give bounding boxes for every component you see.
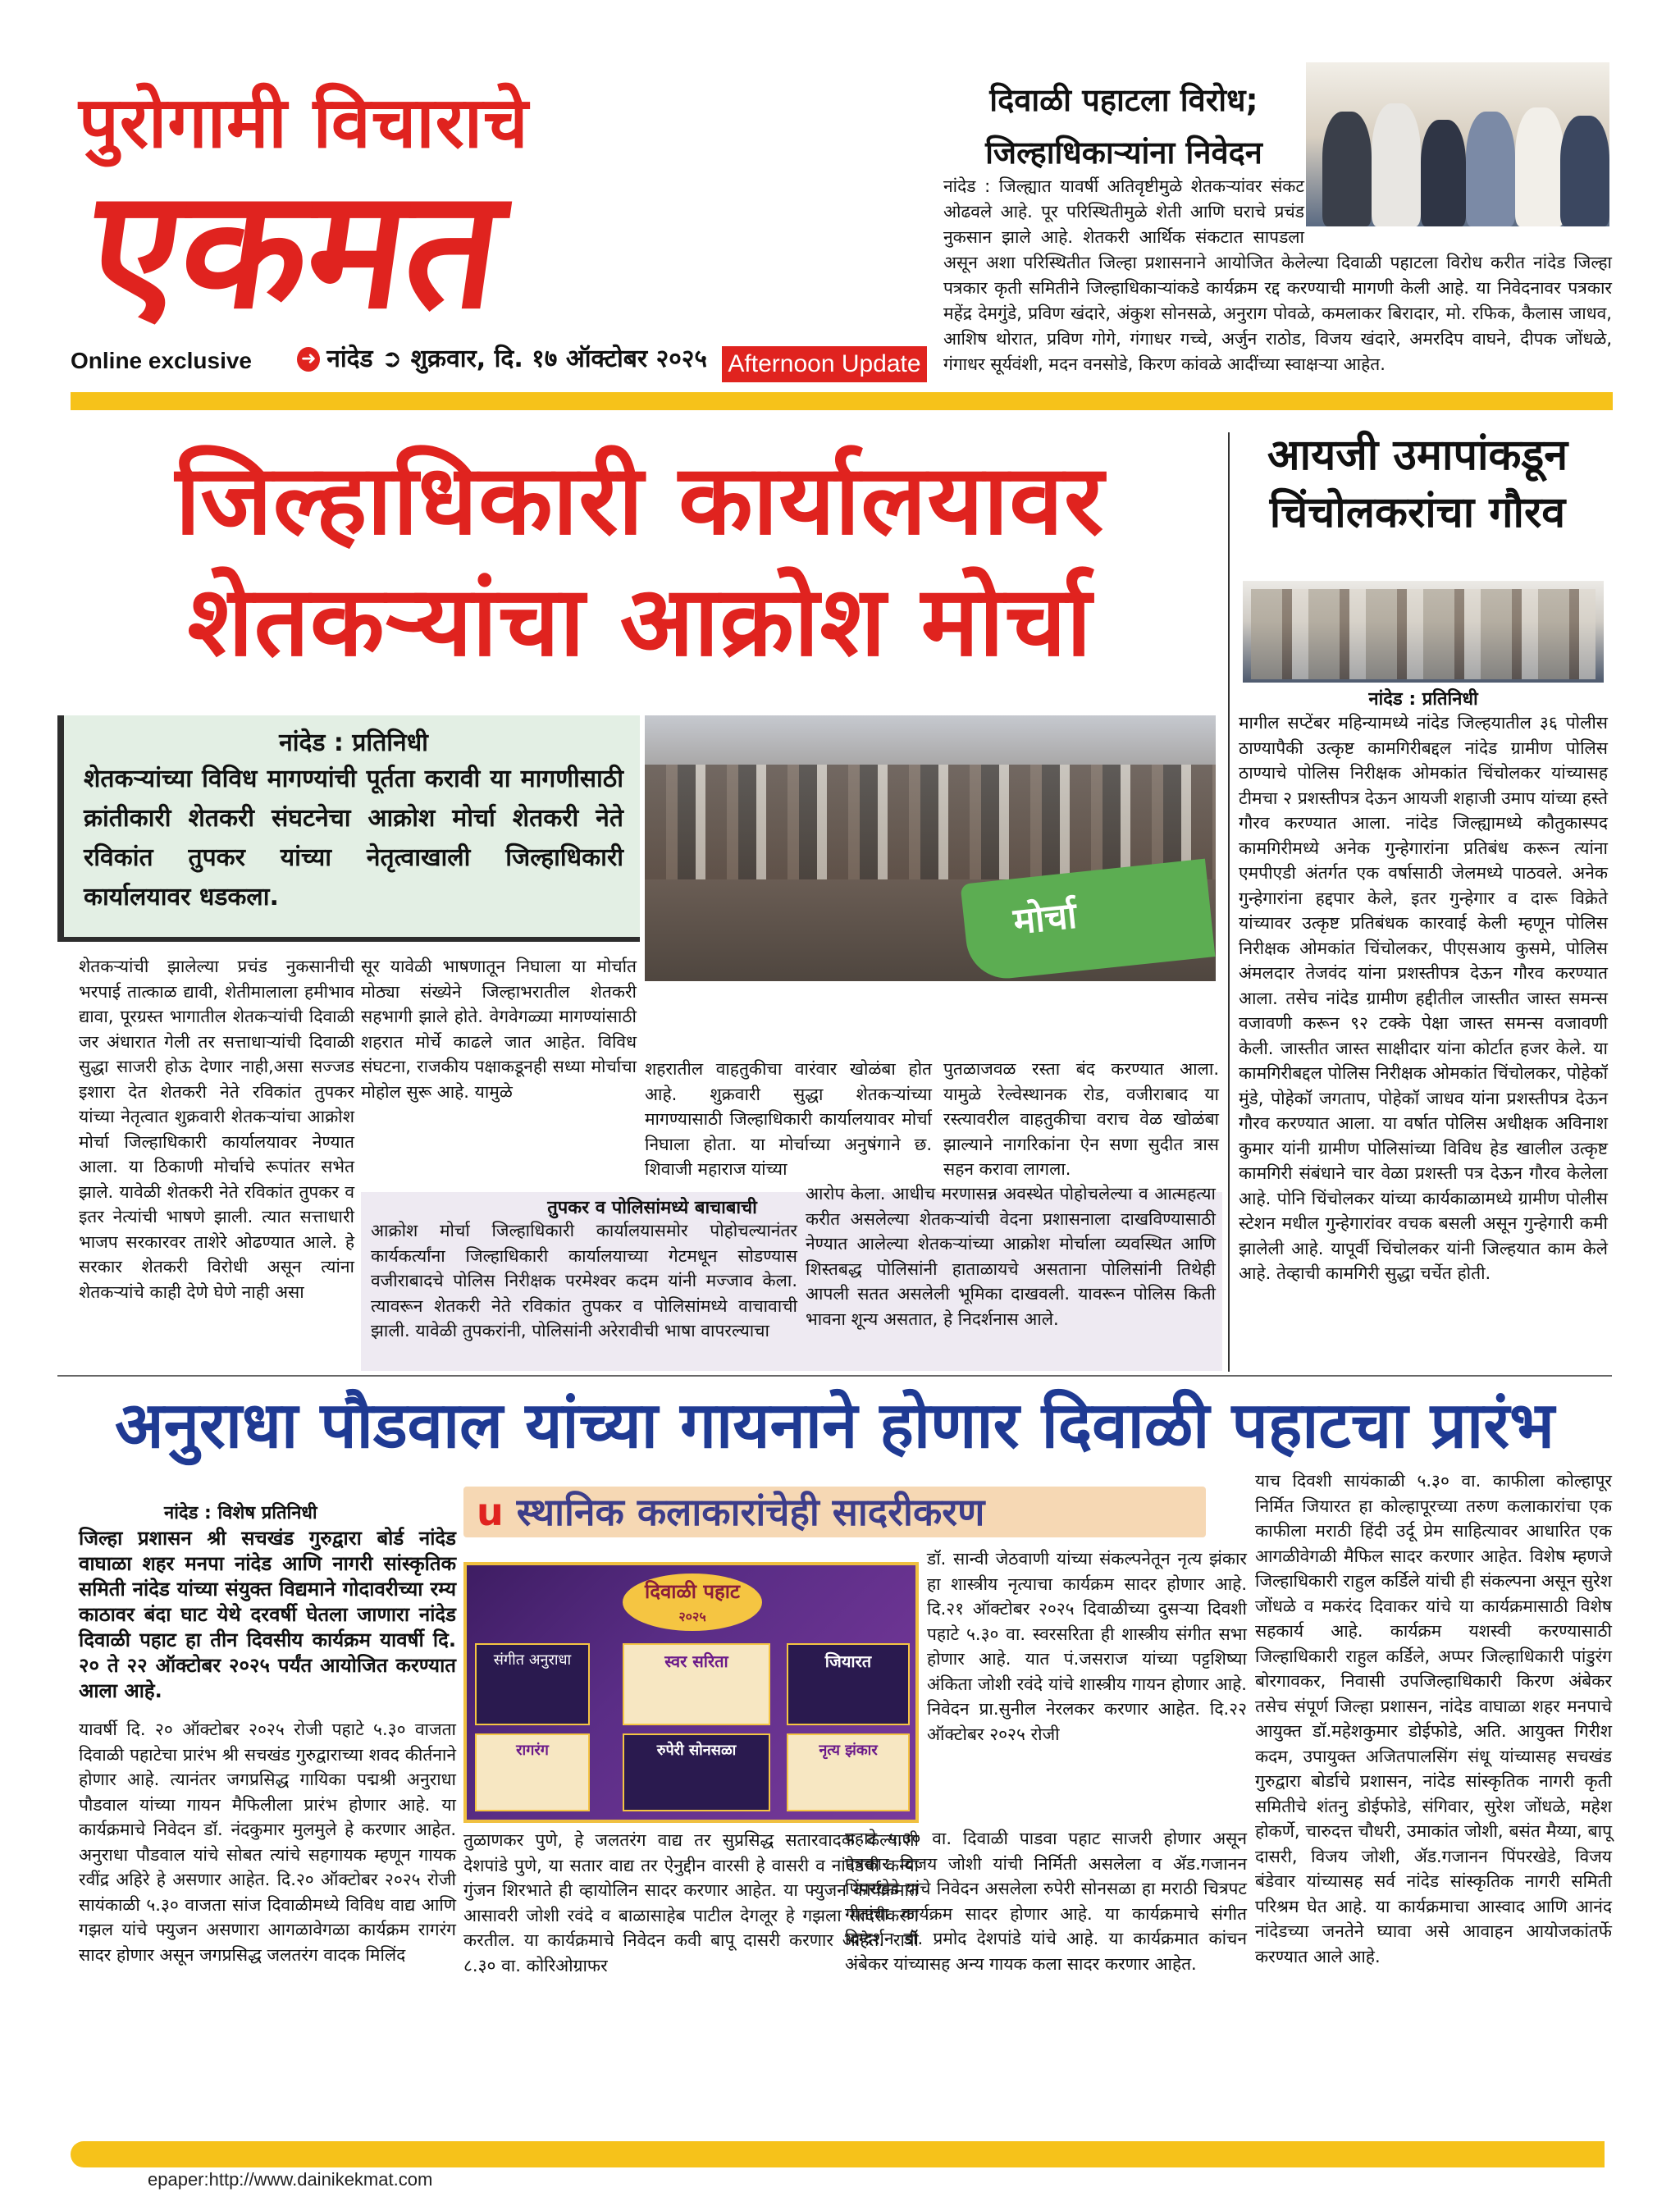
bottom-subheading-text: स्थानिक कलाकारांचेही सादरीकरण [516,1490,985,1534]
bottom-subheading [463,1487,1206,1537]
dateline-text: नांदेड ➲ शुक्रवार, दि. १७ ऑक्टोबर २०२५ [326,345,707,373]
right-story-dateline: नांदेड : प्रतिनिधी [1368,689,1478,710]
edition-badge: Afternoon Update [722,346,927,382]
column-divider [1228,432,1230,1372]
poster-card: जियारत [787,1643,910,1725]
rally-photo [645,715,1216,981]
top-right-body-text: नांदेड : जिल्ह्यात यावर्षी अतिवृष्टीमुळे शेतकऱ्यांवर संकट ओढवले आहे. पूर परिस्थितीमुळे शेती आणि घराचे प्रचंड नुकसान झाले आहे. शेतकरी आर्थिक संकटात सापडला असून अशा परिस्थितीत जिल्हा प्रशासनाने आयोजित केलेल्या दिवाळी पहाटला विरोध करीत नांदेड जिल्हा पत्रकार कृती समितीने जिल्हाधिकाऱ्यांकडे कार्यक्रम रद्द करण्याची मागणी केली आहे. या निवेदनावर पत्रकार महेंद्र देमगुंडे, प्रविण खंदारे, अंकुश सोनसळे, अनुराग पोवळे, कमलाकर बिरादार, मो. रफिक, कैलास जाधव, आशिष थोरात, प्रविण गोगे, गंगाधर गच्चे, अर्जुन राठोड, विजय खंदारे, अमरदिप वाघने, दीपक जोंधळे, गंगाधर सूर्यवंशी, मदन वनसोडे, किरण कांवळे आदींच्या स्वाक्षऱ्या आहेत. [943,176,1612,374]
bullet-icon: u [477,1490,504,1534]
bottom-column-4: याच दिवशी सायंकाळी ५.३० वा. काफीला कोल्हापूर निर्मित जियारत हा कोल्हापूरच्या तरुण कलाकारांचा एक काफीला मराठी हिंदी उर्दू प्रेम साहित्यावर आधारित एक आगळीवेगळी मैफिल सादर करणार आहेत. विशेष म्हणजे जिल्हाधिकारी राहुल कर्डिले यांची ही संकल्पना असून सुरेश जोंधळे व मकरंद दिवाकर यांचे या कार्यक्रमासाठी विशेष सहकार्य आहे. कार्यक्रम यशस्वी करण्यासाठी जिल्हाधिकारी राहुल कर्डिले, अप्पर जिल्हाधिकारी पांडुरंग बोरगावकर, निवासी उपजिल्हाधिकारी किरण अंबेकर तसेच संपूर्ण जिल्हा प्रशासन, नांदेड वाघाळा शहर मनपाचे आयुक्त डॉ.महेशकुमार डोईफोडे, अति. आयुक्त गिरीश कदम, उपायुक्त अजितपालसिंग संधू यांच्यासह सचखंड गुरुद्वारा बोर्डाचे प्रशासन, नांदेड सांस्कृतिक नागरी कृती समितीचे शंतनु डोईफोडे, संगिवार, सुरेश जोंधळे, महेश होकर्णे, चारुदत्त चौधरी, उमाकांत जोशी, बसंत मैय्या, बापू दासरी, विजय जोशी, ॲड.गजानन पिंपरखेडे, विजय बंडेवार यांच्यासह सर्व नांदेड सांस्कृतिक नागरी समिती परिश्रम घेत आहे. या कार्यक्रमाचा आस्वाद आणि आनंद नांदेडच्या जनतेने घ्यावा असे आवाहन आयोजकांतर्फे करण्यात आले आहे. [1255,1471,1612,1966]
bottom-headline: अनुराधा पौडवाल यांच्या गायनाने होणार दिवाळी पहाटचा प्रारंभ [115,1389,1554,1463]
main-column-4: पुतळाजवळ रस्ता बंद करण्यात आला. यामुळे रेल्वेस्थानक रोड, वजीराबाद या रस्त्यावरील वाहतुकीचा वराच वेळ खोळंबा झाल्याने नागरिकांना ऐन सणा सुदीत त्रास सहन करावा लागला. [943,1059,1219,1179]
main-headline: जिल्हाधिकारी कार्यालयावर शेतकऱ्यांचा आक्रोश मोर्चा [175,443,1105,678]
diwali-pahat-poster [463,1562,919,1823]
poster-card: नृत्य झंकार [787,1733,910,1811]
poster-year: २०२५ [678,1609,706,1624]
right-story-body: मागील सप्टेंबर महिन्यामध्ये नांदेड जिल्हयातील ३६ पोलीस ठाण्यापैकी उत्कृष्ट कामगिरीबद्दल नांदेड ग्रामीण पोलिस ठाण्याचे पोलिस निरीक्षक ओमकांत चिंचोलकर यांच्यासह टीमचा २ प्रशस्तीपत्र देऊन आयजी शहाजी उमाप यांच्या हस्ते गौरव करण्यात आला. नांदेड जिल्ह्यामध्ये कौतुकास्पद कामगिरीमध्ये अनेक गुन्हेगारांना प्रतिबंध करून त्यांना एमपीएडी अंतर्गत एक वर्षासाठी जेलमध्ये पाठवले. अनेक गुन्हेगारांना हद्दपार केले, इतर गुन्हेगार व दारू विक्रेते यांच्यावर उत्कृष्ट प्रतिबंधक कारवाई केली म्हणून पोलिस निरीक्षक ओमकांत चिंचोलकर, पीएसआय कुसमे, पोलिस अंमलदार तेजवंद यांना प्रशस्तीपत्र देऊन गौरव करण्यात आला. तसेच नांदेड ग्रामीण हद्दीतील जास्तीत जास्त समन्स वजावणी करून ९२ टक्के पेक्षा जास्त समन्स वजावणी केली. जास्तीत जास्त साक्षीदार यांना कोर्टात हजर केले. या कामगिरीबद्दल पोलिस निरीक्षक ओमकांत चिंचोलकर, पोहेकॉ मुंडे, पोहेकॉ जगताप, पोहेकॉ जाधव यांना प्रशस्तीपत्र देऊन गौरव करण्यात आला. या वर्षात पोलिस अधीक्षक अविनाश कुमार यांनी ग्रामीण पोलिसांच्या विविध हेड खालील उत्कृष्ट कामगिरी संबंधाने चार वेळा प्रशस्ती पत्र देऊन गौरव केलेला आहे. पोनि चिंचोलकर यांच्या कार्यकाळामध्ये ग्रामीण पोलीस स्टेशन मधील गुन्हेगारांवर वचक बसली असून गुन्हेगारी कमी झालेली आहे. यापूर्वी चिंचोलकर यांनी जिल्हयात काम केले आहे. तेव्हाची कामगिरी सुद्धा चर्चेत होती. [1239,713,1608,1283]
main-column-3: शहरातील वाहतुकीचा वारंवार खोळंबा होत आहे. शुक्रवारी सुद्धा शेतकऱ्यांच्या मागण्यासाठी जिल्हाधिकारी कार्यालयावर मोर्चा निघाला होता. या मोर्चाच्या अनुषंगाने छ. शिवाजी महाराज यांच्या [645,1059,932,1179]
poster-card: रुपेरी सोनसळा [623,1733,770,1811]
bottom-column-1: यावर्षी दि. २० ऑक्टोबर २०२५ रोजी पहाटे ५.३० वाजता दिवाळी पहाटेचा प्रारंभ श्री सचखंड गुरुद्वाराच्या शवद कीर्तनाने होणार आहे. त्यानंतर जगप्रसिद्ध गायिका पद्मश्री अनुराधा पौडवाल यांच्या गायन मैफिलीला प्रारंभ होणार आहे. या कार्यक्रमाचे निवेदन डॉ. नंदकुमार मुलमुले हे करणार आहेत. अनुराधा पौडवाल यांचे सोबत त्यांचे सहगायक म्हणून गायक रवींद्र अहिरे हे असणार आहेत. दि.२० ऑक्टोबर २०२५ रोजी सायंकाळी ५.३० वाजता सांज दिवाळीमध्ये विविध वाद्य आणि गझल यांचे फ्युजन असणारा आगळावेगळा कार्यक्रम रागरंग सादर होणार असून जगप्रसिद्ध जलतरंग वादक मिलिंद [79,1720,456,1965]
lead-text: शेतकऱ्यांच्या विविध मागण्यांची पूर्तता करावी या मागणीसाठी क्रांतीकारी शेतकरी संघटनेचा आक्रोश मोर्चा शेतकरी नेते रविकांत तुपकर यांच्या नेतृत्वाखाली जिल्हाधिकारी कार्यालयावर धडकला. [84,765,623,911]
top-right-body [943,174,1612,389]
bottom-column-3: डॉ. सान्वी जेठवाणी यांच्या संकल्पनेतून नृत्य झंकार हा शास्त्रीय नृत्याचा कार्यक्रम सादर होणार आहे. दि.२१ ऑक्टोबर २०२५ दिवाळीच्या दुसऱ्या दिवशी पहाटे ५.३० वा. स्वरसरिता ही शास्त्रीय संगीत सभा होणार आहे. यात पं.जसराज यांच्या पट्टशिष्या अंकिता जोशी रवंदे यांचे शास्त्रीय गायन होणार आहे. निवेदन प्रा.सुनील नेरलकर करणार आहेत. दि.२२ ऑक्टोबर २०२५ रोजी [927,1549,1247,1744]
sub-story-column-2: आरोप केला. आधीच मरणासन्न अवस्थेत पोहोचलेल्या व आत्महत्या करीत असलेल्या शेतकऱ्यांची वेदना प्रशासनाला दाखविण्यासाठी नेण्यात आलेल्या शेतकऱ्यांच्या आक्रोश मोर्चाला व्यवस्थित आणि शिस्तबद्ध पोलिसांनी हाताळायचे असताना पोलिसांनी तिथेही आपली सतत असलेली भूमिका दाखवली. यावरून पोलिस किती भावना शून्य असतात, हे निदर्शनास आले. [806,1184,1216,1329]
bottom-column-2: तुळाणकर पुणे, हे जलतरंग वाद्य तर सुप्रसिद्ध सतारवादक कल्याणी देशपांडे पुणे, या सतार वाद्य तर ऐनुद्दीन वारसी हे वासरी व नांदेडची कन्या गुंजन शिरभाते ही व्हायोलिन सादर करणार आहेत. या फ्युजन कार्यक्रमात आसावरी जोशी रवंदे व बाळासाहेब पाटील देगलूर हे गझला सादरीकरण करतील. या कार्यक्रमाचे निवेदन कवी बापू दासरी करणार आहेत. रात्री ८.३० वा. कोरिओग्राफर [463,1830,919,1975]
newspaper-logo: एकमत [78,154,514,345]
section-divider [57,1375,1612,1377]
poster-title [623,1574,762,1631]
lead-dateline: नांदेड : प्रतिनिधी [279,729,428,757]
lead-box [57,715,640,942]
top-right-headline: दिवाळी पहाटला विरोध; जिल्हाधिकाऱ्यांना निवेदन [985,82,1262,171]
poster-card: संगीत अनुराधा [475,1643,590,1725]
bottom-column-3b: पहाटे ५.३० वा. दिवाळी पाडवा पहाट साजरी होणार असून पत्रकार विजय जोशी यांची निर्मिती असलेला व ॲड.गजानन पिंपरखेडे यांचे निवेदन असलेला रुपेरी सोनसळा हा मराठी चित्रपट गीतांचा कार्यक्रम सादर होणार आहे. या कार्यक्रमाचे संगीत दिग्दर्शन डॉ. प्रमोद देशपांडे यांचे आहे. या कार्यक्रमात कांचन अंबेकर यांच्यासह अन्य गायक कला सादर करणार आहेत. [845,1829,1247,1974]
tagline: पुरोगामी विचाराचे [79,82,529,164]
top-divider-bar [71,392,1613,410]
poster-title-text: दिवाळी पहाट [644,1580,741,1603]
bottom-divider-bar [71,2141,1605,2167]
felicitation-photo [1243,581,1604,683]
main-column-1: शेतकऱ्यांची झालेल्या प्रचंड नुकसानीची भरपाई तात्काळ द्यावी, शेतीमालाला हमीभाव द्यावा, पूरग्रस्त भागातील शेतकऱ्यांची दिवाळी जर अंधारात गेली तर सत्ताधाऱ्यांची दिवाळी सुद्धा साजरी होऊ देणार नाही,असा सज्जड इशारा देत शेतकरी नेते रविकांत तुपकर यांच्या नेतृत्वात शुक्रवारी शेतकऱ्यांचा आक्रोश मोर्चा जिल्हाधिकारी कार्यालयावर नेण्यात आला. या ठिकाणी मोर्चाचे रूपांतर सभेत झाले. यावेळी शेतकरी नेते रविकांत तुपकर व इतर नेत्यांची भाषणे झाली. त्यात सत्ताधारी भाजप सरकारवर ताशेरे ओढण्यात आले. हे सरकार शेतकरी विरोधी असून त्यांना शेतकऱ्यांचे काही देणे घेणे नाही असा [79,957,354,1302]
epaper-link[interactable]: epaper:http://www.dainikekmat.com [148,2169,433,2190]
arrow-right-icon: ➜ [297,347,320,372]
dateline [297,343,707,376]
main-column-2: सूर यावेळी भाषणातून निघाला या मोर्चात मोठ्या संख्येने जिल्हाभरातील शेतकरी सहभागी झाले होते. वेगवेगळ्या मागण्यांसाठी शहरात मोर्चे काढले जात आहेत. विविध संघटना, राजकीय पक्षाकडूनही सध्या मोर्चाचा मोहोल सुरू आहे. यामुळे [361,957,637,1102]
rally-banner-text: मोर्चा [1011,894,1079,943]
poster-card: स्वर सरिता [623,1643,770,1725]
poster-card: रागरंग [475,1733,590,1811]
sub-story-heading: तुपकर व पोलिसांमध्ये बाचाबाची [547,1198,757,1218]
bottom-lead: जिल्हा प्रशासन श्री सचखंड गुरुद्वारा बोर्ड नांदेड वाघाळा शहर मनपा नांदेड आणि नागरी सांस्कृतिक समिती नांदेड यांच्या संयुक्त विद्यमाने गोदावरीच्या रम्य काठावर बंदा घाट येथे दरवर्षी घेतला जाणारा नांदेड दिवाळी पहाट हा तीन दिवसीय कार्यक्रम यावर्षी दि. २० ते २२ ऑक्टोबर २०२५ पर्यंत आयोजित करण्यात आला आहे. [79,1527,456,1702]
right-story-headline: आयजी उमापांकडून चिंचोलकरांचा गौरव [1267,431,1568,537]
online-exclusive-label: Online exclusive [71,348,252,373]
bottom-dateline: नांदेड : विशेष प्रतिनिधी [164,1503,317,1523]
sub-story-column-1: आक्रोश मोर्चा जिल्हाधिकारी कार्यालयासमोर पोहोचल्यानंतर कार्यकर्त्यांना जिल्हाधिकारी कार्यालयाच्या गेटमधून सोडण्यास वजीराबादचे पोलिस निरीक्षक परमेश्वर कदम यांनी मज्जाव केला. त्यावरून शेतकरी नेते रविकांत तुपकर व पोलिसांमध्ये वाचावाची झाली. यावेळी तुपकरांनी, पोलिसांनी अरेरावीची भाषा वापरल्याचा [371,1221,797,1341]
